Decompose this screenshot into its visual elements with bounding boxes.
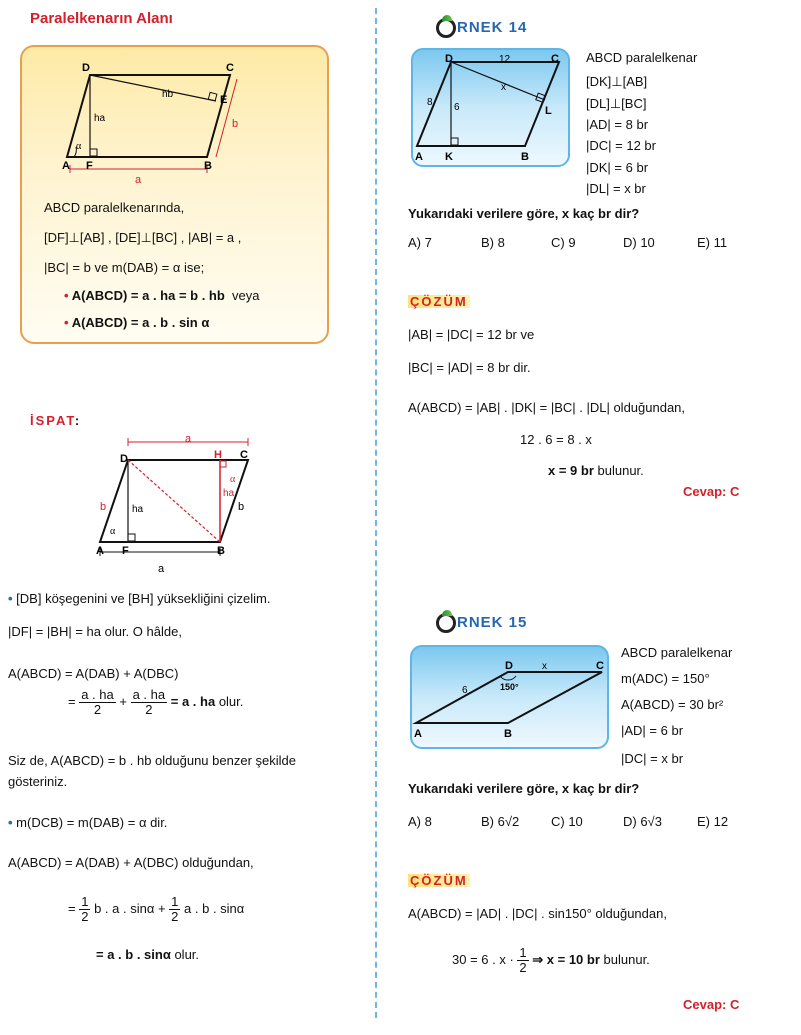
section-heading: Paralelkenarın Alanı bbox=[30, 10, 173, 27]
ornek15-choice-e: E) 12 bbox=[697, 814, 729, 829]
proof-line-9: = $\frac{1}{2}$ b . a . sinα + $\frac{1}{2}$ a . b . sinα bbox=[68, 894, 245, 924]
svg-text:D: D bbox=[505, 660, 513, 672]
label-C: C bbox=[226, 62, 234, 74]
label-b-left: b bbox=[100, 501, 107, 513]
cozum15-line-1: A(ABCD) = |AD| . |DC| . sin150° olduğundan, bbox=[408, 906, 667, 921]
ornek14-choice-c: C) 9 bbox=[551, 235, 576, 250]
ornek15-given-0: ABCD paralelkenar bbox=[621, 645, 733, 660]
ornek14-given-4: |DC| = 12 br bbox=[586, 138, 656, 153]
ornek14-choice-b: B) 8 bbox=[481, 235, 505, 250]
svg-text:12: 12 bbox=[499, 54, 511, 65]
ornek14-choice-d: D) 10 bbox=[623, 235, 655, 250]
svg-text:150°: 150° bbox=[500, 682, 519, 692]
svg-text:B: B bbox=[504, 728, 512, 740]
ornek15-choice-d: D) 6√3 bbox=[623, 814, 662, 829]
box-formula-2: • A(ABCD) = a . b . sin α bbox=[64, 315, 210, 330]
label-ha-2: ha bbox=[223, 488, 235, 499]
proof-line-4: = $\frac{a . ha}{2}$ + $\frac{a . ha}{2}$ = a . ha olur. bbox=[68, 687, 244, 717]
ornek15-choice-b: B) 6√2 bbox=[481, 814, 520, 829]
label-a-bottom: a bbox=[158, 563, 165, 575]
label-D: D bbox=[120, 453, 128, 465]
label-E: E bbox=[220, 94, 228, 106]
label-B: B bbox=[217, 545, 225, 557]
parallelogram-figure-15 bbox=[412, 647, 607, 747]
cozum14-line-3: A(ABCD) = |AB| . |DK| = |BC| . |DL| olduğundan, bbox=[408, 400, 686, 415]
cozum-14-label: ÇÖZÜM bbox=[410, 294, 468, 309]
box-line-2: [DF]⊥[AB] , [DE]⊥[BC] , |AB| = a , bbox=[44, 230, 242, 245]
ornek15-given-2: A(ABCD) = 30 br² bbox=[621, 697, 724, 712]
label-ha-1: ha bbox=[132, 504, 144, 515]
box-formula-1: • A(ABCD) = a . ha = b . hb veya bbox=[64, 288, 260, 303]
example-14-figure-box bbox=[411, 48, 570, 167]
label-F: F bbox=[86, 160, 93, 172]
svg-text:D: D bbox=[445, 53, 453, 65]
label-A: A bbox=[62, 160, 70, 172]
ornek-o-icon bbox=[436, 613, 456, 633]
proof-line-10: = a . b . sinα olur. bbox=[96, 947, 200, 962]
svg-text:6: 6 bbox=[462, 685, 468, 696]
parallelogram-figure-2 bbox=[90, 432, 280, 582]
ornek15-given-4: |DC| = x br bbox=[621, 751, 684, 766]
proof-line-8: A(ABCD) = A(DAB) + A(DBC) olduğundan, bbox=[8, 855, 254, 870]
svg-text:K: K bbox=[445, 151, 453, 163]
box-line-1: ABCD paralelkenarında, bbox=[44, 200, 185, 215]
proof-line-5: Siz de, A(ABCD) = b . hb olduğunu benzer şekilde bbox=[8, 753, 296, 768]
example-15-figure-box bbox=[410, 645, 609, 749]
label-alpha-1: α bbox=[110, 526, 116, 537]
svg-text:x: x bbox=[501, 82, 506, 93]
svg-text:C: C bbox=[551, 53, 559, 65]
ornek14-choice-e: E) 11 bbox=[697, 235, 728, 250]
cozum14-answer: Cevap: C bbox=[683, 484, 740, 499]
cozum14-line-1: |AB| = |DC| = 12 br ve bbox=[408, 327, 535, 342]
box-line-3: |BC| = b ve m(DAB) = α ise; bbox=[44, 260, 205, 275]
ornek14-question: Yukarıdaki verilere göre, x kaç br dir? bbox=[408, 206, 640, 221]
ornek14-given-3: |AD| = 8 br bbox=[586, 117, 649, 132]
ornek14-given-5: |DK| = 6 br bbox=[586, 160, 649, 175]
label-alpha: α bbox=[76, 141, 82, 152]
proof-line-7: • m(DCB) = m(DAB) = α dir. bbox=[8, 815, 168, 830]
label-A: A bbox=[96, 545, 104, 557]
label-C: C bbox=[240, 449, 248, 461]
cozum15-answer: Cevap: C bbox=[683, 997, 740, 1012]
svg-text:8: 8 bbox=[427, 97, 433, 108]
definition-box bbox=[20, 45, 329, 344]
svg-text:6: 6 bbox=[454, 102, 460, 113]
label-b-right: b bbox=[238, 501, 245, 513]
svg-text:A: A bbox=[414, 728, 422, 740]
ornek-o-icon bbox=[436, 18, 456, 38]
label-H: H bbox=[214, 449, 222, 461]
cozum14-line-5: x = 9 br bulunur. bbox=[548, 463, 644, 478]
label-a: a bbox=[135, 174, 142, 186]
ornek-14-title: RNEK 14 bbox=[436, 18, 527, 38]
label-ha: ha bbox=[94, 113, 106, 124]
label-F: F bbox=[122, 545, 129, 557]
svg-text:L: L bbox=[545, 105, 552, 117]
ornek15-choice-a: A) 8 bbox=[408, 814, 432, 829]
svg-text:C: C bbox=[596, 660, 604, 672]
ornek-15-title: RNEK 15 bbox=[436, 613, 527, 633]
svg-text:A: A bbox=[415, 151, 423, 163]
parallelogram-figure-1 bbox=[62, 57, 292, 197]
proof-line-1: • [DB] köşegenini ve [BH] yüksekliğini çizelim. bbox=[8, 591, 271, 606]
cozum14-line-2: |BC| = |AD| = 8 br dir. bbox=[408, 360, 531, 375]
ornek15-question: Yukarıdaki verilere göre, x kaç br dir? bbox=[408, 781, 640, 796]
ornek14-choice-a: A) 7 bbox=[408, 235, 432, 250]
svg-text:x: x bbox=[542, 661, 547, 672]
ispat-label: İSPAT: bbox=[30, 413, 82, 428]
ornek14-given-2: [DL]⊥[BC] bbox=[586, 96, 647, 111]
column-divider bbox=[375, 8, 377, 1018]
cozum-15-label: ÇÖZÜM bbox=[410, 873, 468, 888]
label-b: b bbox=[232, 118, 239, 130]
label-hb: hb bbox=[162, 89, 174, 100]
ornek15-choice-c: C) 10 bbox=[551, 814, 583, 829]
ornek14-given-0: ABCD paralelkenar bbox=[586, 50, 698, 65]
cozum14-line-4: 12 . 6 = 8 . x bbox=[520, 432, 592, 447]
proof-line-6: gösteriniz. bbox=[8, 774, 68, 789]
svg-text:B: B bbox=[521, 151, 529, 163]
label-D: D bbox=[82, 62, 90, 74]
ornek15-given-1: m(ADC) = 150° bbox=[621, 671, 710, 686]
proof-line-2: |DF| = |BH| = ha olur. O hâlde, bbox=[8, 624, 182, 639]
ornek14-given-1: [DK]⊥[AB] bbox=[586, 74, 648, 89]
ornek15-given-3: |AD| = 6 br bbox=[621, 723, 684, 738]
label-alpha-2: α bbox=[230, 474, 236, 485]
label-B: B bbox=[204, 160, 212, 172]
label-a-top: a bbox=[185, 433, 192, 445]
cozum15-line-2: 30 = 6 . x · $\frac{1}{2}$ ⇒ x = 10 br bulunur. bbox=[452, 945, 650, 975]
ornek14-given-6: |DL| = x br bbox=[586, 181, 646, 196]
proof-line-3: A(ABCD) = A(DAB) + A(DBC) bbox=[8, 666, 179, 681]
parallelogram-figure-14 bbox=[413, 50, 568, 165]
